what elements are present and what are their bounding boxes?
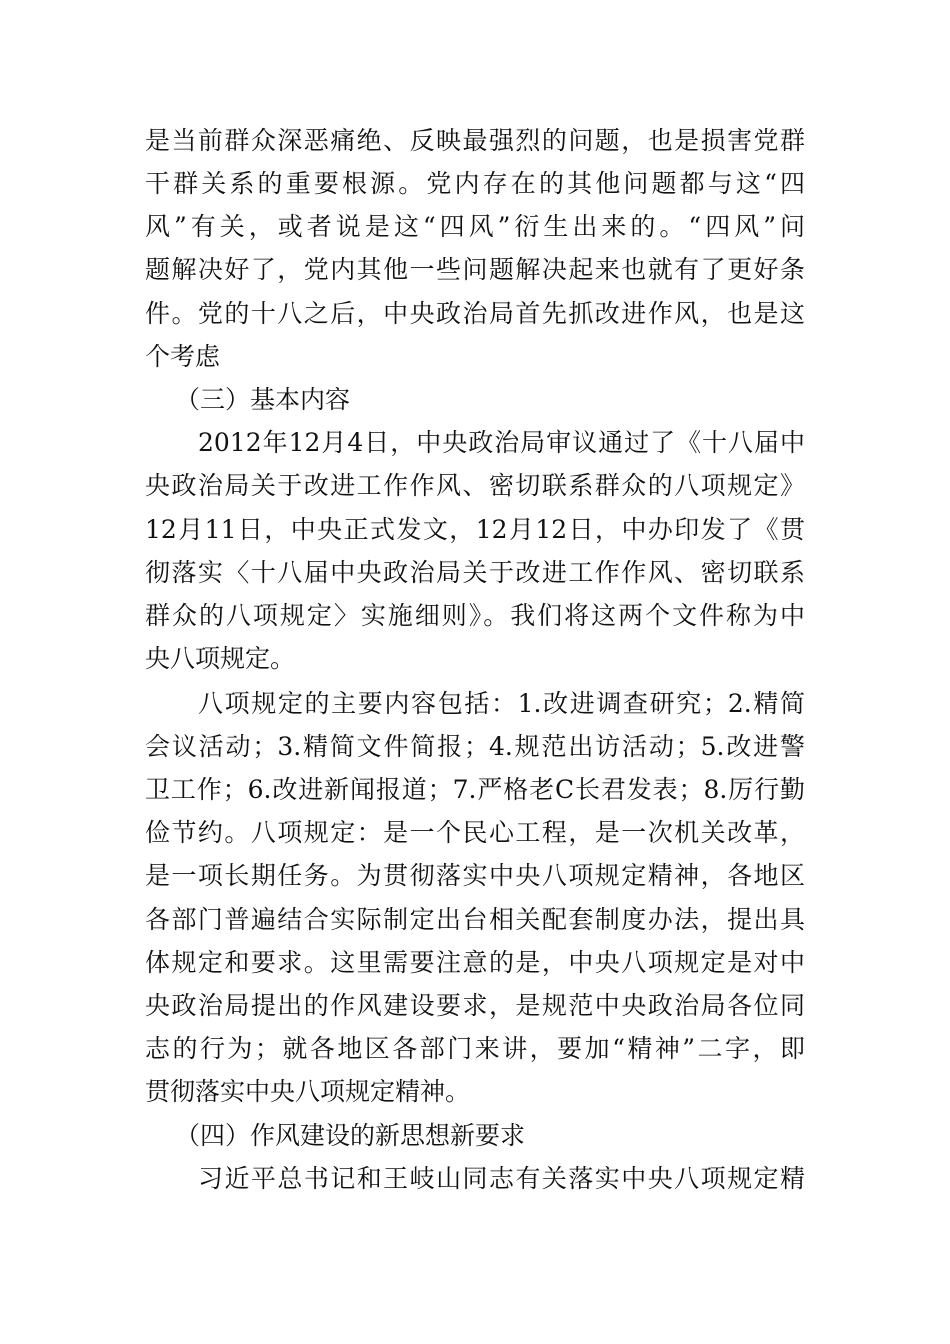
text-line: 个考虑	[145, 342, 221, 371]
text-line: 会议活动；3.精简文件简报；4.规范出访活动；5.改进警	[145, 732, 805, 761]
text-line: 彻落实〈十八届中央政治局关于改进工作作风、密切联系	[145, 558, 805, 587]
paragraph-first-line: 2012年12月4日，中央政治局审议通过了《十八届中	[198, 428, 805, 457]
paragraph-first-line: 八项规定的主要内容包括：1.改进调查研究；2.精简	[198, 689, 805, 718]
text-line: 是当前群众深恶痛绝、反映最强烈的问题，也是损害党群	[145, 126, 805, 155]
paragraph-first-line: 习近平总书记和王岐山同志有关落实中央八项规定精	[198, 1164, 805, 1193]
text-line: 各部门普遍结合实际制定出台相关配套制度办法，提出具	[145, 905, 805, 934]
section-heading: （三）基本内容	[175, 385, 351, 414]
text-line: 群众的八项规定〉实施细则》。我们将这两个文件称为中	[145, 601, 805, 630]
text-line: 干群关系的重要根源。党内存在的其他问题都与这“四	[145, 169, 805, 198]
text-line: 12月11日，中央正式发文，12月12日，中办印发了《贯	[145, 515, 805, 544]
text-line: 央政治局提出的作风建设要求，是规范中央政治局各位同	[145, 991, 805, 1020]
text-line: 是一项长期任务。为贯彻落实中央八项规定精神，各地区	[145, 861, 805, 890]
section-heading: （四）作风建设的新思想新要求	[175, 1121, 526, 1150]
text-line: 贯彻落实中央八项规定精神。	[145, 1077, 471, 1106]
text-line: 央八项规定。	[145, 644, 296, 673]
text-line: 志的行为；就各地区各部门来讲，要加“精神”二字，即	[145, 1034, 805, 1063]
text-line: 央政治局关于改进工作作风、密切联系群众的八项规定》	[145, 471, 805, 500]
text-line: 俭节约。八项规定：是一个民心工程，是一次机关改革，	[145, 818, 805, 847]
text-line: 卫工作；6.改进新闻报道；7.严格老C长君发表；8.厉行勤	[145, 775, 805, 804]
text-line: 件。党的十八之后，中央政治局首先抓改进作风，也是这	[145, 299, 805, 328]
text-line: 风”有关，或者说是这“四风”衍生出来的。“四风”问	[145, 212, 805, 241]
text-line: 体规定和要求。这里需要注意的是，中央八项规定是对中	[145, 948, 805, 977]
text-line: 题解决好了，党内其他一些问题解决起来也就有了更好条	[145, 255, 805, 284]
